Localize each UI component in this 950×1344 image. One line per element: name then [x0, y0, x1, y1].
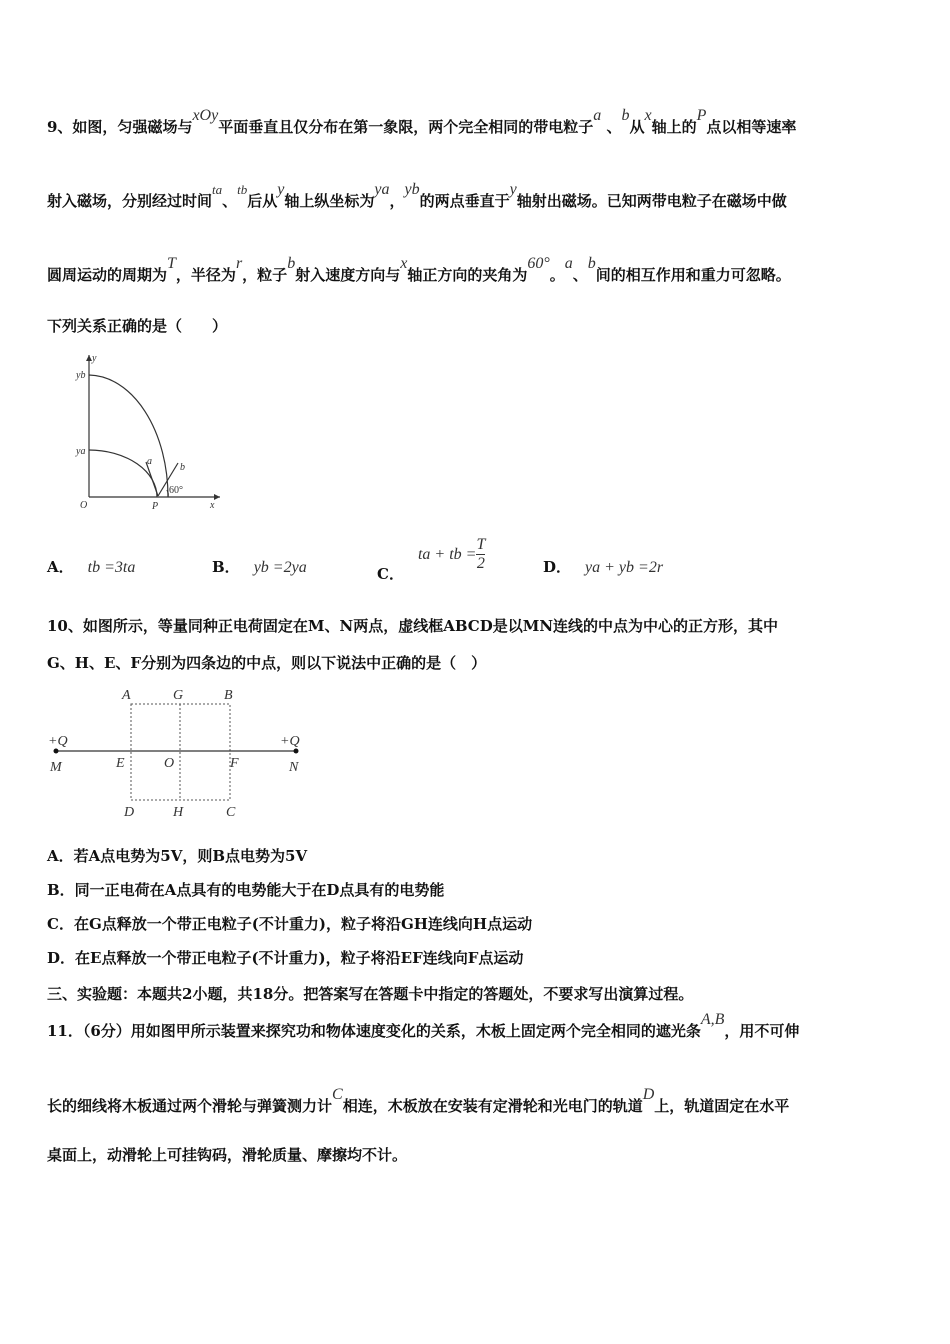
- text: 长的细线将木板通过两个滑轮与弹簧测力计: [47, 1097, 333, 1115]
- label-charge-left: +Q: [48, 734, 68, 749]
- q10-option-d[interactable]: [47, 947, 523, 968]
- label-60deg: 60°: [169, 485, 183, 496]
- text: 射入速度方向与: [295, 266, 401, 284]
- label-A: A: [122, 688, 131, 703]
- label-N: N: [289, 760, 299, 775]
- math-p: P: [696, 107, 707, 124]
- label-M: M: [50, 760, 62, 775]
- label-B: B: [224, 688, 233, 703]
- q9-line1: [47, 107, 797, 137]
- text: 射入磁场，分别经过时间: [47, 192, 213, 210]
- label-O: O: [80, 500, 88, 511]
- option-expr: ya + yb =2r: [585, 559, 664, 576]
- q10-option-b[interactable]: [47, 879, 444, 900]
- text: 后从: [247, 192, 278, 210]
- math-x: x: [400, 255, 408, 272]
- math-b: b: [287, 255, 296, 272]
- option-expr: yb =2ya: [253, 559, 307, 576]
- q9-option-a[interactable]: [47, 556, 135, 577]
- label-F: F: [230, 756, 239, 771]
- text: 三、实验题：本题共2小题，共18分。把答案写在答题卡中指定的答题处，不要求写出演算过程。: [47, 985, 694, 1003]
- text: 轴上的: [651, 118, 697, 136]
- text: 相连，木板放在安装有定滑轮和光电门的轨道: [342, 1097, 643, 1115]
- math-x: x: [644, 107, 652, 124]
- label-a: a: [147, 456, 152, 467]
- label-E: E: [116, 756, 125, 771]
- label-x: x: [210, 500, 215, 511]
- q9-line2: [47, 181, 787, 211]
- math-a: a: [564, 255, 573, 272]
- text: 平面垂直且仅分布在第一象限，两个完全相同的带电粒子: [218, 118, 594, 136]
- math-a: a: [593, 107, 602, 124]
- text: 圆周运动的周期为: [47, 266, 168, 284]
- text: 9、如图，匀强磁场与: [47, 118, 193, 136]
- text: 、: [606, 118, 622, 136]
- option-expr: tb =3ta: [87, 559, 136, 576]
- fraction-den: 2: [476, 555, 485, 572]
- q9-line3: [47, 255, 791, 285]
- math-b: b: [621, 107, 630, 124]
- text: 上，轨道固定在水平: [654, 1097, 790, 1115]
- text: 桌面上，动滑轮上可挂钩码，滑轮质量、摩擦均不计。: [47, 1146, 408, 1164]
- math-ta: ta: [212, 182, 223, 197]
- math-r: r: [235, 255, 243, 272]
- text: ，半径为: [175, 266, 236, 284]
- text: 从: [629, 118, 645, 136]
- math-tb: tb: [237, 182, 248, 197]
- fraction: [476, 536, 485, 573]
- text: 的两点垂直于: [419, 192, 510, 210]
- section3-heading: [47, 983, 693, 1004]
- text: ，: [389, 192, 405, 210]
- velocity-a: [146, 462, 158, 496]
- label-D: D: [124, 805, 135, 820]
- text: 间的相互作用和重力可忽略。: [595, 266, 791, 284]
- q9-figure: [72, 350, 232, 515]
- label-C: C: [226, 805, 236, 820]
- option-key: D．: [543, 558, 572, 576]
- label-charge-right: +Q: [280, 734, 300, 749]
- text: 轴上纵坐标为: [284, 192, 375, 210]
- option-text: D．在E点释放一个带正电粒子(不计重力)，粒子将沿EF连线向F点运动: [47, 949, 524, 967]
- math-60deg: 60°: [527, 255, 550, 272]
- math-C: C: [332, 1086, 343, 1103]
- charge-N: [294, 749, 299, 754]
- option-text: B．同一正电荷在A点具有的电势能大于在D点具有的电势能: [47, 881, 445, 899]
- option-key: B．: [212, 558, 240, 576]
- text: ，用不可伸: [724, 1022, 800, 1040]
- text: G、H、E、F分别为四条边的中点，则以下说法中正确的是（ ）: [47, 654, 487, 672]
- option-text: C．在G点释放一个带正电粒子(不计重力)，粒子将沿GH连线向H点运动: [47, 915, 533, 933]
- q11-line2: [47, 1086, 790, 1116]
- q10-line2: [47, 652, 486, 673]
- q10-line1: [47, 615, 778, 636]
- text: 11．（6分）用如图甲所示装置来探究功和物体速度变化的关系，木板上固定两个完全相同的遮光条: [47, 1022, 701, 1040]
- math-ya: ya: [374, 181, 390, 198]
- math-y: y: [277, 181, 285, 198]
- text: 轴正方向的夹角为: [407, 266, 528, 284]
- option-text: A．若A点电势为5V，则B点电势为5V: [47, 847, 308, 865]
- text: 、: [222, 192, 238, 210]
- q10-option-a[interactable]: [47, 845, 307, 866]
- text: 、: [572, 266, 588, 284]
- label-H: H: [173, 805, 184, 820]
- math-D: D: [642, 1086, 655, 1103]
- label-O: O: [164, 756, 175, 771]
- text: 10、如图所示，等量同种正电荷固定在M、N两点，虚线框ABCD是以MN连线的中点为中心的正方形，其中: [47, 617, 779, 635]
- q10-figure: [40, 682, 320, 822]
- charge-M: [54, 749, 59, 754]
- q9-option-d[interactable]: [543, 556, 663, 577]
- label-ya: ya: [76, 446, 86, 457]
- fraction-num: T: [476, 536, 486, 553]
- label-P: P: [152, 501, 159, 512]
- math-AB: A,B: [700, 1011, 725, 1028]
- q11-line3: [47, 1144, 407, 1165]
- q10-option-c[interactable]: [47, 913, 532, 934]
- math-xoy: xOy: [192, 107, 219, 124]
- trajectory-b: [89, 375, 168, 497]
- label-G: G: [173, 688, 184, 703]
- text: 轴射出磁场。已知两带电粒子在磁场中做: [516, 192, 787, 210]
- text: 。: [549, 266, 565, 284]
- math-y: y: [509, 181, 517, 198]
- x-arrow: [214, 494, 220, 500]
- label-yb: yb: [76, 370, 86, 381]
- label-y: y: [92, 353, 97, 364]
- option-key: A．: [47, 558, 74, 576]
- math-b: b: [587, 255, 596, 272]
- label-b: b: [180, 462, 185, 473]
- q9-option-c[interactable]: [377, 536, 486, 583]
- q11-line1: [47, 1011, 800, 1041]
- text: 点以相等速率: [706, 118, 797, 136]
- text: ，粒子: [242, 266, 288, 284]
- math-yb: yb: [404, 181, 420, 198]
- q9-line4: [47, 315, 227, 336]
- math-T: T: [167, 255, 176, 272]
- text: 下列关系正确的是（ ）: [47, 317, 228, 335]
- option-expr: ta + tb =: [417, 545, 477, 563]
- q9-option-b[interactable]: [212, 556, 307, 577]
- option-key: C．: [377, 564, 404, 583]
